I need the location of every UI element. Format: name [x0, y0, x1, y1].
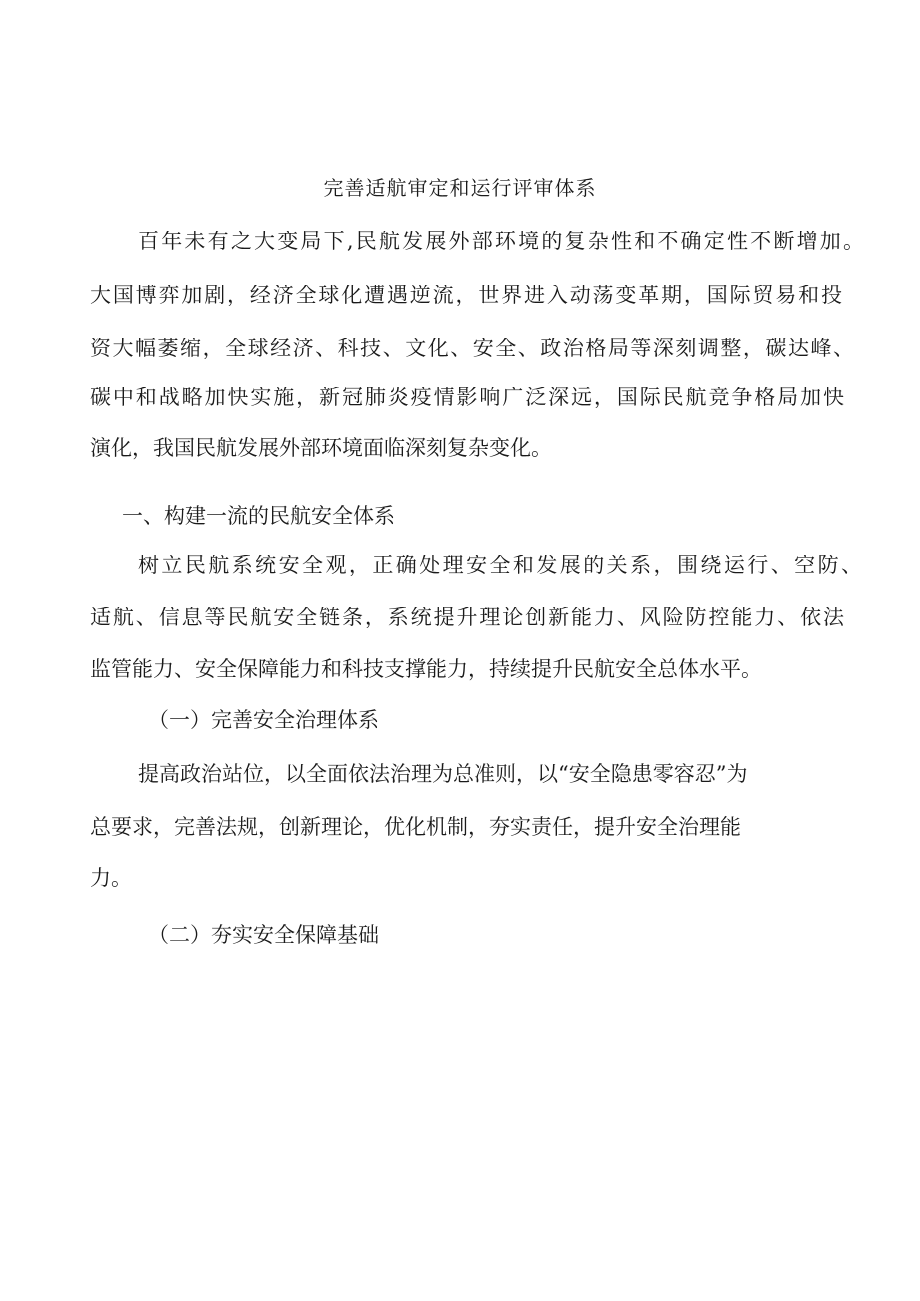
subsection-1-heading: （一）完善安全治理体系 [148, 708, 379, 732]
section-1-line-1: 树立民航系统安全观，正确处理安全和发展的关系，围绕运行、空防、 [138, 555, 862, 576]
section-1-line-2: 适航、信息等民航安全链条，系统提升理论创新能力、风险防控能力、依法 [90, 607, 844, 628]
subsection-2-heading: （二）夯实安全保障基础 [148, 923, 379, 947]
intro-line-2: 大国博弈加剧，经济全球化遭遇逆流，世界进入动荡变革期，国际贸易和投 [90, 285, 842, 306]
subsection-1-line-3: 力。 [90, 866, 132, 890]
section-1-heading: 一、构建一流的民航安全体系 [122, 504, 395, 528]
intro-line-1: 百年未有之大变局下,民航发展外部环境的复杂性和不确定性不断增加。 [138, 231, 864, 252]
intro-line-3: 资大幅萎缩，全球经济、科技、文化、安全、政治格局等深刻调整，碳达峰、 [90, 338, 854, 359]
subsection-1-line-2: 总要求，完善法规，创新理论，优化机制，夯实责任，提升安全治理能 [90, 815, 741, 839]
subsection-1-line-1: 提高政治站位，以全面依法治理为总准则，以“安全隐患零容忍”为 [138, 762, 748, 786]
intro-line-4: 碳中和战略加快实施，新冠肺炎疫情影响广泛深远，国际民航竞争格局加快 [90, 387, 844, 408]
document-title: 完善适航审定和运行评审体系 [323, 176, 597, 200]
section-1-line-3: 监管能力、安全保障能力和科技支撑能力，持续提升民航安全总体水平。 [90, 657, 762, 681]
intro-line-5: 演化，我国民航发展外部环境面临深刻复杂变化。 [90, 436, 552, 460]
